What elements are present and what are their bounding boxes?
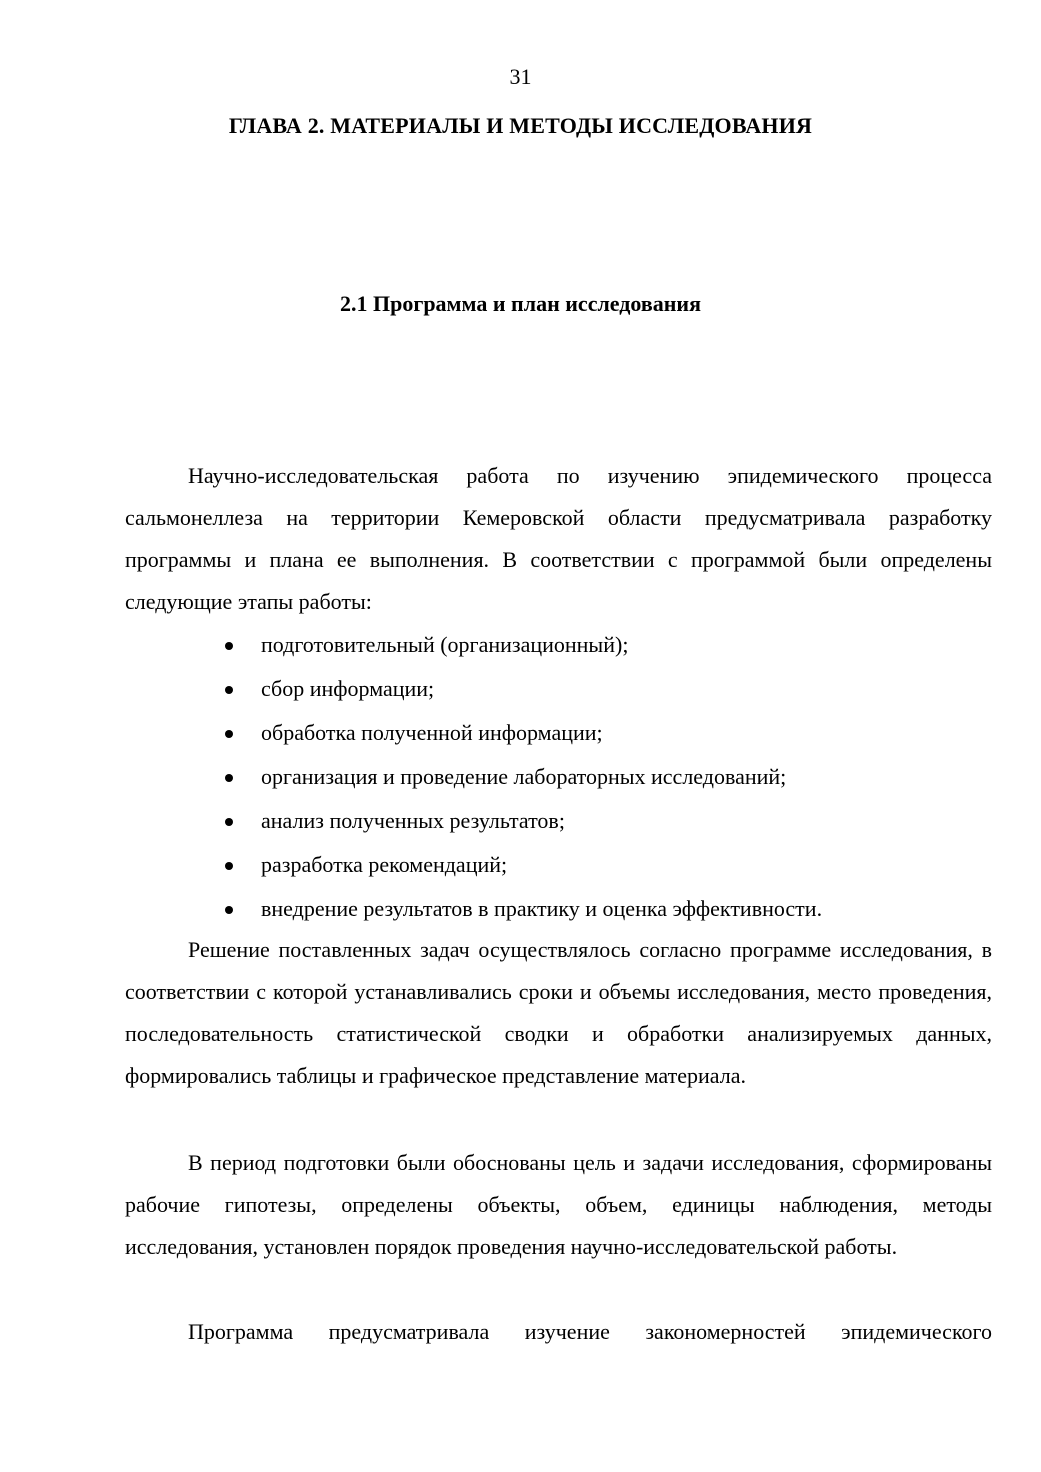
bullet-dot-icon	[225, 686, 233, 694]
chapter-title: ГЛАВА 2. МАТЕРИАЛЫ И МЕТОДЫ ИССЛЕДОВАНИЯ	[228, 113, 813, 138]
stage-item	[125, 623, 992, 667]
stage-item	[125, 667, 992, 711]
section-title: 2.1 Программа и план исследования	[339, 291, 701, 316]
stage-item	[125, 799, 992, 843]
stage-item-text: подготовительный (организационный);	[261, 632, 629, 657]
bullet-dot-icon	[225, 906, 233, 914]
stage-item-text: организация и проведение лабораторных исследований;	[261, 764, 787, 789]
bullet-dot-icon	[225, 642, 233, 650]
program-paragraph-block	[125, 1311, 992, 1353]
tasks-paragraph-block	[125, 929, 992, 1097]
program-paragraph: Программа предусматривала изучение закономерностей эпидемического	[188, 1319, 992, 1344]
preparation-paragraph-block	[125, 1142, 992, 1268]
stage-item	[125, 887, 992, 931]
stages-list-block	[125, 623, 992, 931]
stage-item	[125, 711, 992, 755]
stage-item-text: обработка полученной информации;	[261, 720, 603, 745]
page-number: 31	[509, 64, 532, 89]
stages-list	[125, 623, 992, 931]
stage-item-text: анализ полученных результатов;	[261, 808, 565, 833]
stage-item-text: внедрение результатов в практику и оценка эффективности.	[261, 896, 823, 921]
stage-item	[125, 755, 992, 799]
bullet-dot-icon	[225, 774, 233, 782]
preparation-paragraph: В период подготовки были обоснованы цель и задачи исследования, сформированы рабочие гипотезы, определены объекты, объем, единицы наблюдения, методы исследования, установлен порядок проведения научно-исследовательской работы.	[125, 1150, 992, 1259]
bullet-dot-icon	[225, 862, 233, 870]
intro-paragraph-block	[125, 455, 992, 623]
intro-paragraph: Научно-исследовательская работа по изучению эпидемического процесса сальмонеллеза на территории Кемеровской области предусматривала разработку программы и плана ее выполнения. В соответствии с программой были определены следующие этапы работы:	[125, 463, 992, 614]
bullet-dot-icon	[225, 818, 233, 826]
stage-item	[125, 843, 992, 887]
tasks-paragraph: Решение поставленных задач осуществлялось согласно программе исследования, в соответствии с которой устанавливались сроки и объемы исследования, место проведения, последовательность статистической сводки и обработки анализируемых данных, формировались таблицы и графическое представление материала.	[125, 937, 992, 1088]
stage-item-text: разработка рекомендаций;	[261, 852, 508, 877]
bullet-dot-icon	[225, 730, 233, 738]
stage-item-text: сбор информации;	[261, 676, 435, 701]
